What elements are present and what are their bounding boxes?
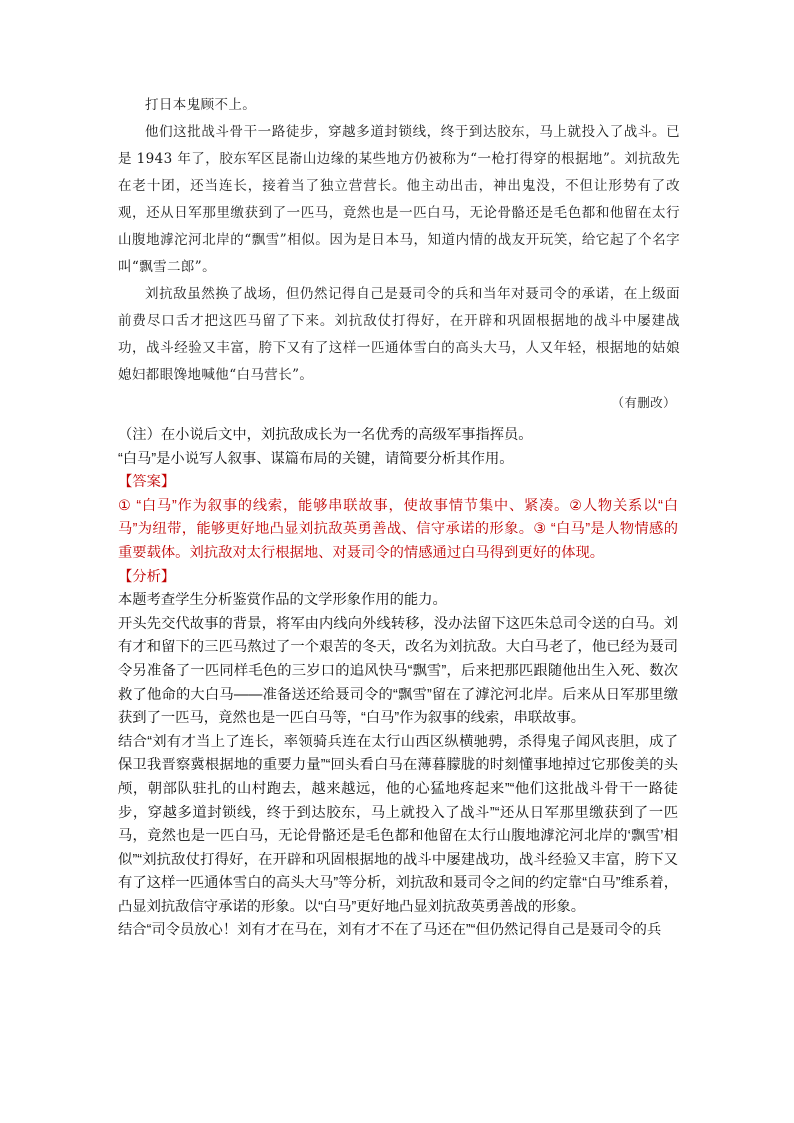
analysis-header: 【分析】 xyxy=(118,568,176,585)
analysis-paragraph: 开头先交代故事的背景，将军由内线向外线转移，没办法留下这匹朱总司令送的白马。刘有才和留下的三匹马熬过了一个艰苦的冬天，改名为刘抗敌。大白马老了，他已经为聂司令另准备了一匹同样毛色的三岁口的追风快马“飘雪”，后来把那匹跟随他出生入死、数次救了他命的大白马——准备送还给聂司令的“飘雪”留在了滹沱河北岸。后来从日军那里缴获到了一匹马，竟然也是一匹白马等，“白马”作为叙事的线索，串联故事。 xyxy=(118,615,678,727)
passage-paragraph-1: 他们这批战斗骨干一路徒步，穿越多道封锁线，终于到达胶东，马上就投入了战斗。已是 1943 年了，胶东军区昆嵛山边缘的某些地方仍被称为“一枪打得穿的根据地”。刘抗敌先在老十团，还当连长，接着当了独立营营长。他主动出击，神出鬼没，不但让形势有了改观，还从日军那里缴获到了一匹马，竟然也是一匹白马，无论骨骼还是毛色都和他留在太行山腹地滹沱河北岸的“飘雪”相似。因为是日本马，知道内情的战友开玩笑，给它起了个名字叫“飘雪二郎”。 xyxy=(118,124,680,275)
question-text: “白马”是小说写人叙事、谋篇布局的关键，请简要分析其作用。 xyxy=(118,450,514,467)
passage-paragraph-2: 刘抗敌虽然换了战场，但仍然记得自己是聂司令的兵和当年对聂司令的承诺，在上级面前费尽口舌才把这匹马留了下来。刘抗敌仗打得好，在开辟和巩固根据地的战斗中屡建战功，战斗经验又丰富，胯下又有了这样一匹通体雪白的高头大马，人又年轻，根据地的姑娘媳妇都眼馋地喊他“白马营长”。 xyxy=(118,286,680,383)
analysis-paragraph: 本题考查学生分析鉴赏作品的文学形象作用的能力。 xyxy=(118,592,447,609)
answer-header: 【答案】 xyxy=(118,474,176,491)
footnote: （注）在小说后文中，刘抗敌成长为一名优秀的高级军事指挥员。 xyxy=(118,427,533,443)
answer-section xyxy=(118,424,678,943)
passage-source-note: （有删改） xyxy=(611,395,676,410)
scanned-passage xyxy=(118,92,680,416)
analysis-paragraph: 结合“司令员放心！刘有才在马在，刘有才不在了马还在”“但仍然记得自己是聂司令的兵 xyxy=(118,922,662,939)
analysis-paragraph: 结合“刘有才当上了连长，率领骑兵连在太行山西区纵横驰骋，杀得鬼子闻风丧胆，成了保卫我晋察冀根据地的重要力量”“回头看白马在薄暮朦胧的时刻懂事地掉过它那俊美的头颅，朝部队驻扎的山村跑去，越来越远，他的心猛地疼起来”“他们这批战斗骨干一路徒步，穿越多道封锁线，终于到达胶东，马上就投入了战斗”“还从日军那里缴获到了一匹马，竟然也是一匹白马，无论骨骼还是毛色都和他留在太行山腹地滹沱河北岸的‘飘雪’相似”“刘抗敌仗打得好，在开辟和巩固根据地的战斗中屡建战功，战斗经验又丰富，胯下又有了这样一匹通体雪白的高头大马”等分析，刘抗敌和聂司令之间的约定靠“白马”维系着，凸显刘抗敌信守承诺的形象。以“白马”更好地凸显刘抗敌英勇善战的形象。 xyxy=(118,733,678,915)
answer-text: ① “白马”作为叙事的线索，能够串联故事，使故事情节集中、紧凑。②人物关系以“白马”为纽带，能够更好地凸显刘抗敌英勇善战、信守承诺的形象。③ “白马”是人物情感的重要载体。刘抗敌对太行根据地、对聂司令的情感通过白马得到更好的体现。 xyxy=(118,497,678,561)
passage-intro-line: 打日本鬼顾不上。 xyxy=(145,97,257,113)
